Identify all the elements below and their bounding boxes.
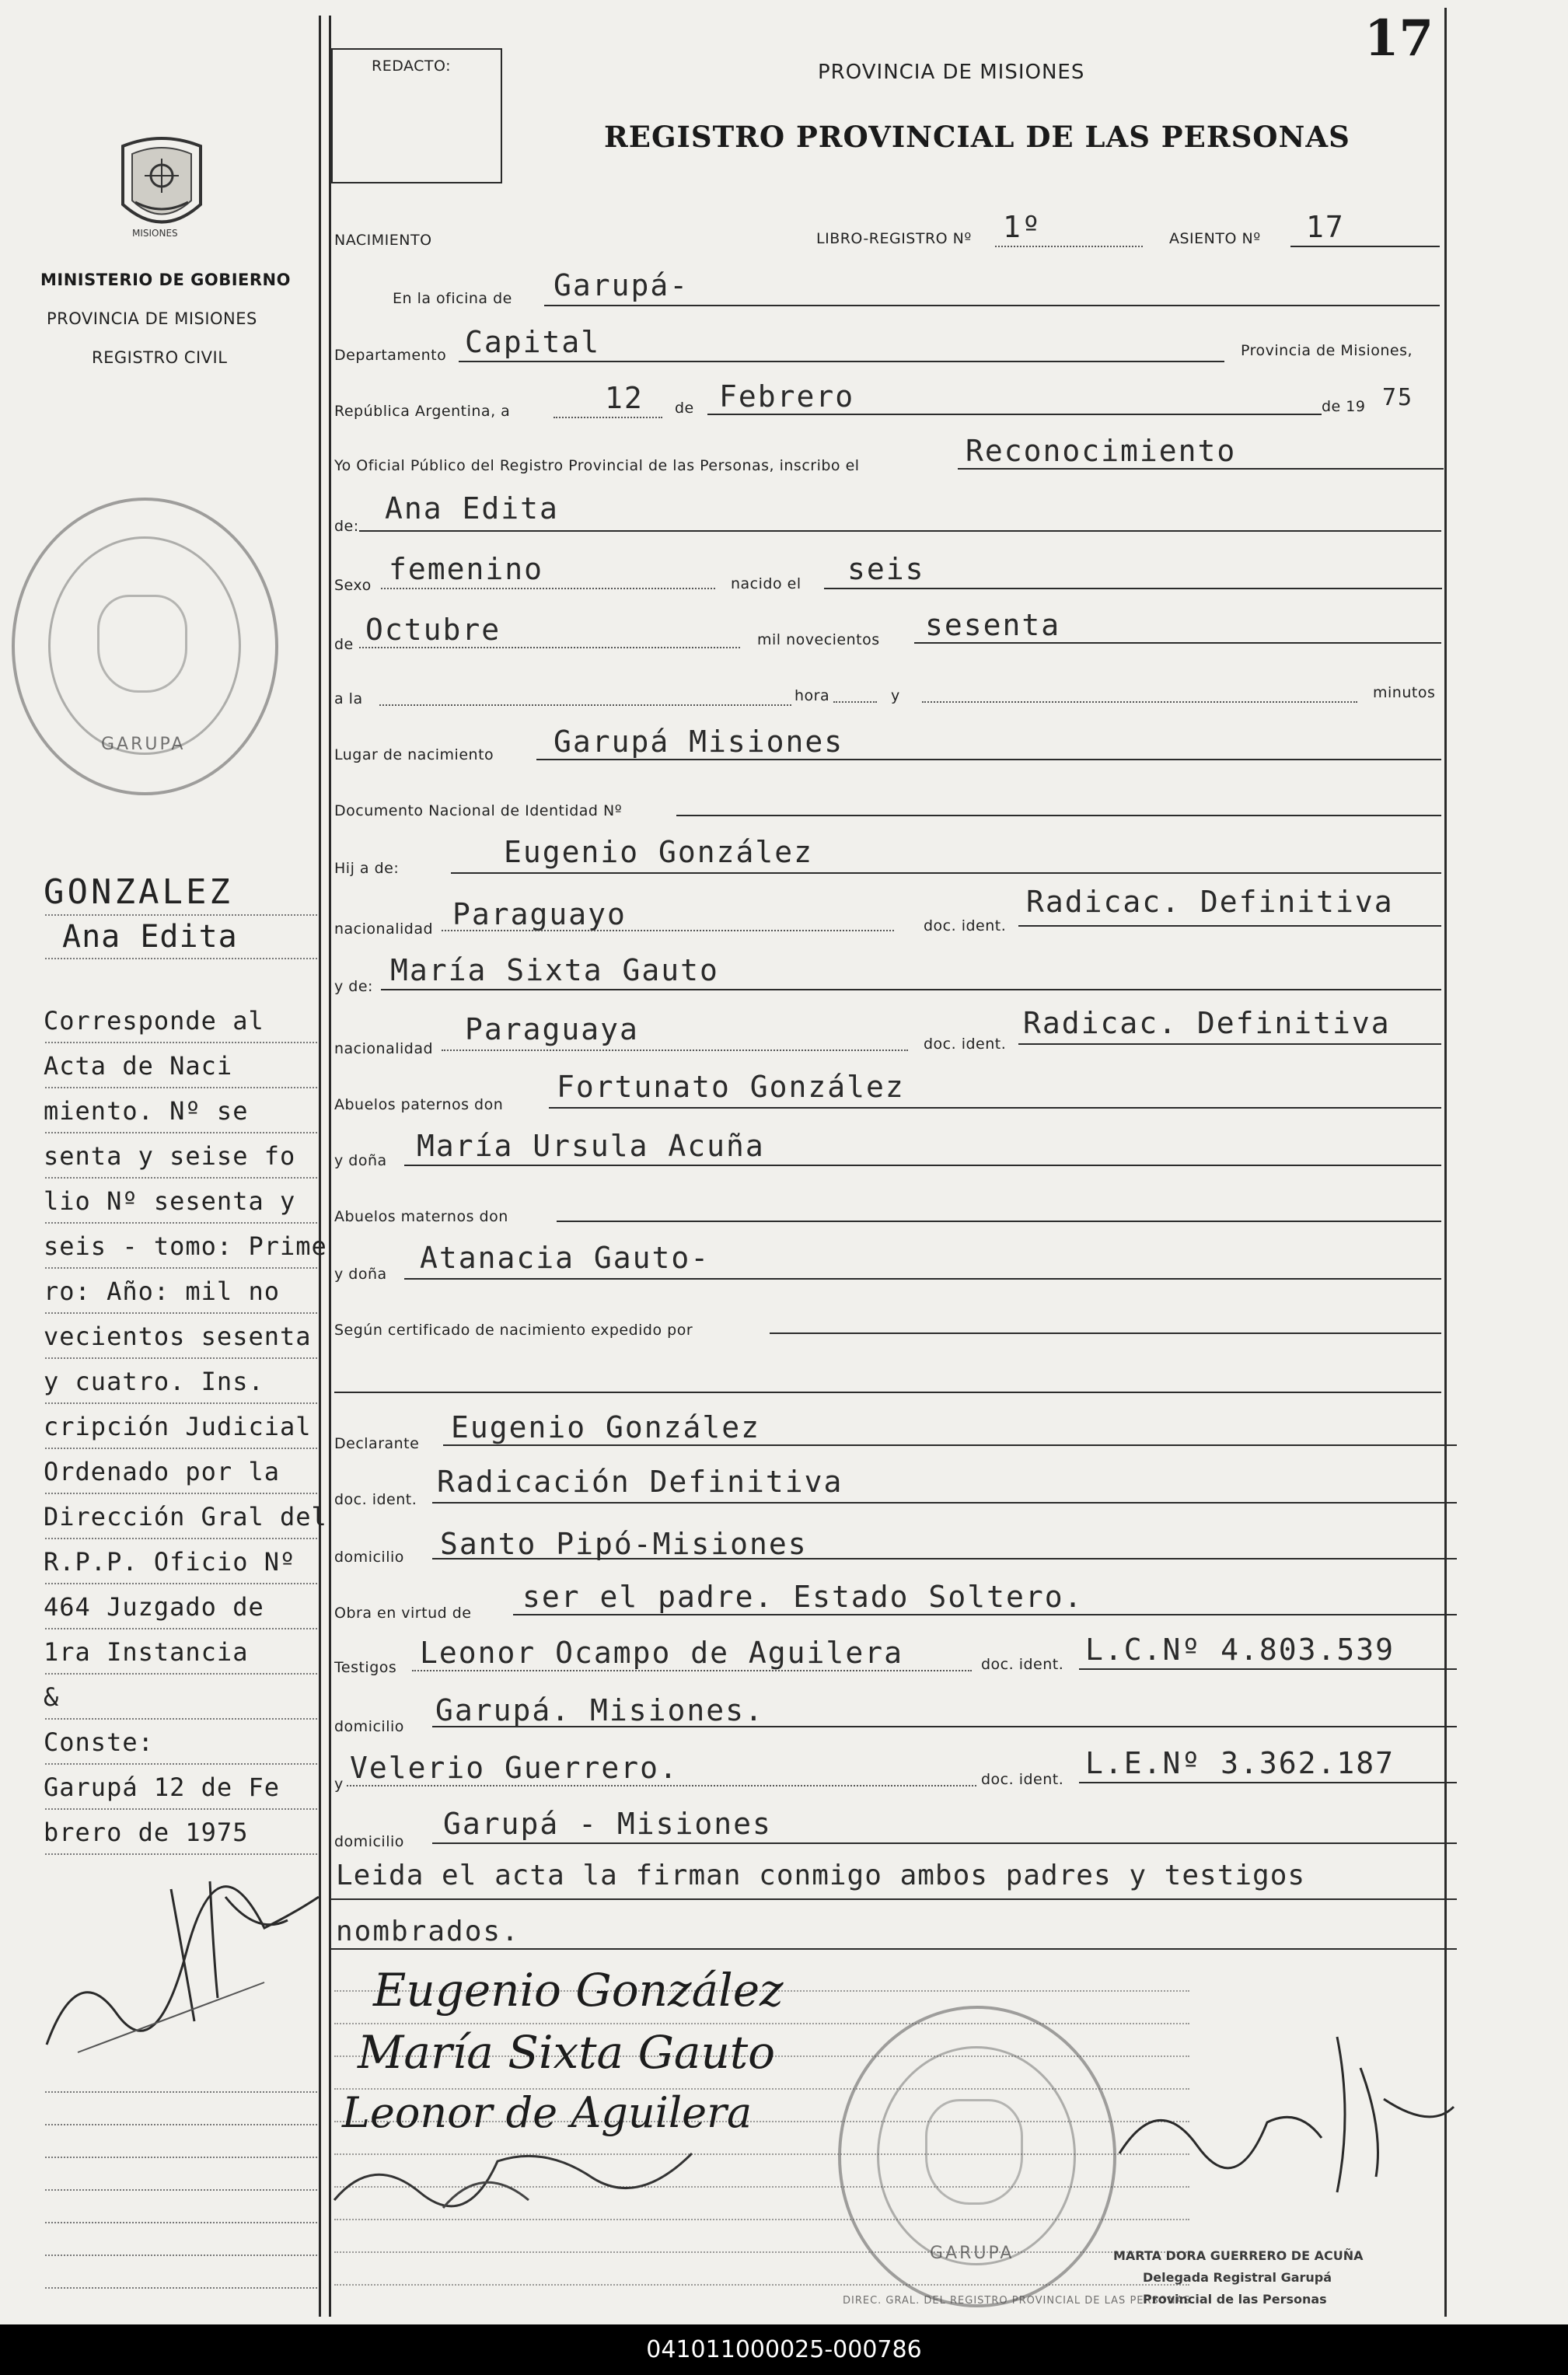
mother-value: María Sixta Gauto (390, 953, 719, 987)
oficial-label: Yo Oficial Público del Registro Provincial de las Personas, inscribo el (334, 457, 860, 474)
margin-empty-rule (45, 2255, 317, 2256)
testigo1-value: Leonor Ocampo de Aguilera (420, 1636, 903, 1670)
declarante-value: Eugenio González (451, 1410, 761, 1444)
stamp-left-center-text: GARUPA (101, 735, 186, 754)
oficina-label: En la oficina de (393, 290, 512, 307)
closing-rule-1 (331, 1898, 1457, 1900)
doc5-rule (1079, 1782, 1457, 1783)
doc5-value: L.E.Nº 3.362.187 (1085, 1746, 1395, 1780)
margin-note-line: brero de 1975 (44, 1818, 249, 1847)
margin-official-signature (31, 1866, 327, 2068)
margin-note-rule (45, 1718, 317, 1720)
signature-father: Eugenio González (373, 1964, 784, 2017)
nac1-value: Paraguayo (452, 897, 627, 931)
margin-note-rule (45, 1583, 317, 1584)
margin-note-rule (45, 1763, 317, 1765)
margin-note-rule (45, 1132, 317, 1133)
page-number: 17 (1364, 9, 1434, 68)
de-name-label: de: (334, 518, 359, 535)
form-right-border (1444, 8, 1447, 2317)
declarante-label: Declarante (334, 1435, 420, 1452)
abuelos-pat-label: Abuelos paternos don (334, 1096, 504, 1113)
inscribo-rule (958, 468, 1444, 470)
obra-rule (513, 1614, 1457, 1615)
registry-heading: REGISTRO CIVIL (92, 348, 228, 367)
lugar-label: Lugar de nacimiento (334, 746, 494, 763)
nacimiento-label: NACIMIENTO (334, 232, 432, 249)
doc3-value: Radicación Definitiva (437, 1465, 843, 1499)
margin-rule (45, 914, 317, 916)
margin-note-line: vecientos sesenta (44, 1322, 312, 1351)
day-value: 12 (605, 381, 644, 415)
provincia-suffix: Provincia de Misiones, (1241, 342, 1413, 359)
mil-label: mil novecientos (757, 631, 880, 648)
doc1-rule (1018, 925, 1441, 927)
margin-note-rule (45, 1493, 317, 1494)
sexo-value: femenino (389, 552, 544, 586)
margin-note-rule (45, 1628, 317, 1629)
doc1-value: Radicac. Definitiva (1026, 885, 1394, 919)
nacido-label: nacido el (731, 575, 801, 592)
nac2-label: nacionalidad (334, 1040, 434, 1057)
day-rule (554, 417, 662, 418)
stamp-right-emblem (925, 2099, 1023, 2205)
margin-note-line: Dirección Gral del (44, 1502, 327, 1532)
margin-note-rule (45, 1402, 317, 1404)
domicilio2-label: domicilio (334, 1718, 404, 1735)
minutos-label: minutos (1373, 684, 1436, 701)
year-label: de 19 (1322, 398, 1366, 415)
testigo2-rule (347, 1785, 976, 1786)
de-month-label: de (334, 636, 354, 653)
lugar-value: Garupá Misiones (554, 725, 844, 759)
margin-note-rule (45, 1042, 317, 1043)
margin-rule (45, 958, 317, 959)
departamento-label: Departamento (334, 347, 447, 364)
margin-note-rule (45, 1267, 317, 1269)
y-dona2-label: y doña (334, 1266, 387, 1283)
sexo-rule (381, 588, 715, 589)
nacido-rule (824, 588, 1442, 589)
dni-rule (676, 815, 1441, 816)
y-dona1-label: y doña (334, 1152, 387, 1169)
libro-rule (995, 246, 1143, 247)
mother-rule (381, 989, 1441, 990)
abuelo-pat-rule (549, 1107, 1441, 1109)
crest-emblem (107, 131, 216, 243)
signature-dotted-rule (334, 2284, 1189, 2286)
margin-note-line: 1ra Instancia (44, 1637, 249, 1667)
province-heading: PROVINCIA DE MISIONES (47, 309, 257, 328)
official-block-line-3: Provincial de las Personas (1143, 2292, 1327, 2307)
nac2-rule (442, 1050, 908, 1051)
form-left-border (329, 16, 331, 2317)
margin-note-line: ro: Año: mil no (44, 1277, 280, 1306)
margin-note-rule (45, 1808, 317, 1810)
segun-rule-2 (334, 1392, 1441, 1393)
header-province: PROVINCIA DE MISIONES (818, 61, 1085, 84)
margin-surname: GONZALEZ (44, 872, 233, 912)
nac1-label: nacionalidad (334, 920, 434, 938)
nacido-value: seis (847, 552, 925, 586)
abuela-pat-rule (404, 1165, 1441, 1166)
birth-month-value: Octubre (365, 613, 501, 647)
hora-rule-short (833, 701, 877, 703)
margin-empty-rule (45, 2124, 317, 2125)
doc3-rule (432, 1502, 1457, 1504)
abuelos-mat-label: Abuelos maternos don (334, 1208, 508, 1225)
doc4-value: L.C.Nº 4.803.539 (1085, 1633, 1395, 1667)
month-rule (707, 414, 1322, 415)
closing-line-1: Leida el acta la firman conmigo ambos padres y testigos (336, 1860, 1306, 1891)
closing-line-2: nombrados. (336, 1916, 520, 1947)
header-title: REGISTRO PROVINCIAL DE LAS PERSONAS (604, 120, 1350, 154)
stamp-left-emblem (97, 595, 187, 693)
margin-note-rule (45, 1853, 317, 1855)
doc2-rule (1018, 1043, 1441, 1045)
testigo1-rule (412, 1670, 972, 1671)
name-value: Ana Edita (385, 491, 559, 526)
domicilio2-rule (432, 1726, 1457, 1727)
domicilio3-label: domicilio (334, 1833, 404, 1850)
testigos-label: Testigos (334, 1659, 397, 1676)
margin-note-rule (45, 1357, 317, 1359)
declarante-rule (443, 1444, 1457, 1446)
dni-label: Documento Nacional de Identidad Nº (334, 802, 623, 819)
margin-note-line: lio Nº sesenta y (44, 1186, 296, 1216)
domicilio2-value: Garupá. Misiones. (435, 1693, 764, 1727)
birth-year-value: sesenta (925, 608, 1061, 642)
margin-empty-rule (45, 2189, 317, 2191)
year-value: 75 (1382, 384, 1414, 411)
margin-note-line: Conste: (44, 1727, 154, 1757)
closing-rule-2 (331, 1948, 1457, 1950)
signature-mother: María Sixta Gauto (358, 2026, 776, 2079)
de-label: de (675, 400, 694, 417)
margin-empty-rule (45, 2222, 317, 2223)
doc2-value: Radicac. Definitiva (1023, 1006, 1391, 1040)
domicilio1-label: domicilio (334, 1549, 404, 1566)
domicilio1-rule (432, 1558, 1457, 1559)
margin-given-name: Ana Edita (62, 919, 238, 955)
segun-label: Según certificado de nacimiento expedido por (334, 1322, 693, 1339)
ministry-heading: MINISTERIO DE GOBIERNO (40, 271, 291, 289)
margin-note-rule (45, 1177, 317, 1179)
republica-label: República Argentina, a (334, 403, 511, 420)
margin-empty-rule (45, 2091, 317, 2093)
lugar-rule (536, 759, 1441, 760)
father-rule (451, 872, 1441, 874)
doc2-label: doc. ident. (924, 1036, 1007, 1053)
margin-empty-rule (45, 2157, 317, 2158)
margin-note-rule (45, 1448, 317, 1449)
asiento-label: ASIENTO Nº (1169, 230, 1261, 247)
abuela-mat-rule (404, 1278, 1441, 1280)
sexo-label: Sexo (334, 577, 372, 594)
signature-official (1104, 2021, 1461, 2223)
doc3-label: doc. ident. (334, 1491, 417, 1508)
hija-label: Hij a de: (334, 860, 400, 877)
birth-month-rule (359, 647, 740, 648)
margin-note-line: 464 Juzgado de (44, 1592, 264, 1622)
crest-text: MISIONES (132, 228, 178, 239)
domicilio3-rule (432, 1842, 1457, 1844)
asiento-rule (1290, 246, 1440, 247)
margin-note-line: Ordenado por la (44, 1457, 280, 1486)
domicilio1-value: Santo Pipó-Misiones (440, 1527, 808, 1561)
margin-note-line: R.P.P. Oficio Nº (44, 1547, 296, 1577)
doc4-rule (1079, 1668, 1457, 1670)
margin-note-line: Corresponde al (44, 1006, 264, 1036)
oficina-rule (544, 305, 1440, 306)
libro-label: LIBRO-REGISTRO Nº (816, 230, 972, 247)
oficina-value: Garupá- (554, 268, 690, 302)
margin-note-line: senta y seise fo (44, 1141, 296, 1171)
official-block-line-1: MARTA DORA GUERRERO DE ACUÑA (1113, 2248, 1364, 2263)
hora-rule (379, 704, 791, 706)
margin-note-line: seis - tomo: Prime (44, 1231, 327, 1261)
margin-note-line: y cuatro. Ins. (44, 1367, 264, 1396)
inscribo-value: Reconocimiento (966, 434, 1237, 468)
doc5-label: doc. ident. (981, 1771, 1064, 1788)
margin-note-rule (45, 1312, 317, 1314)
margin-note-line: Garupá 12 de Fe (44, 1773, 280, 1802)
stamp-ring-text: DIREC. GRAL. DEL REGISTRO PROVINCIAL DE LAS PERSONAS (843, 2295, 1191, 2307)
margin-empty-rule (45, 2287, 317, 2289)
departamento-rule (459, 361, 1224, 362)
redacto-label: REDACTO: (372, 58, 452, 75)
abuelo-mat-rule (557, 1221, 1441, 1222)
y-de-label: y de: (334, 978, 373, 995)
testigo2-value: Velerio Guerrero. (350, 1751, 679, 1785)
libro-value: 1º (1003, 210, 1042, 244)
month-value: Febrero (719, 379, 855, 414)
doc1-label: doc. ident. (924, 917, 1007, 934)
signature-witness: Leonor de Aguilera (342, 2088, 753, 2137)
obra-value: ser el padre. Estado Soltero. (522, 1580, 1084, 1614)
margin-note-line: Acta de Naci (44, 1051, 233, 1081)
y-label: y (891, 687, 900, 704)
margin-note-rule (45, 1538, 317, 1539)
margin-note-rule (45, 1222, 317, 1224)
abuela-pat-value: María Ursula Acuña (417, 1129, 765, 1163)
a-la-label: a la (334, 690, 363, 707)
minutos-rule (922, 701, 1357, 703)
name-rule (359, 530, 1441, 532)
official-block-line-2: Delegada Registral Garupá (1143, 2270, 1332, 2285)
obra-label: Obra en virtud de (334, 1605, 472, 1622)
signature-dotted-rule (334, 2023, 1189, 2024)
hora-label: hora (794, 687, 830, 704)
document-id-bar: 041011000025-000786 (0, 2324, 1568, 2375)
margin-note-line: & (44, 1682, 60, 1712)
nac1-rule (442, 930, 894, 931)
father-value: Eugenio González (504, 835, 814, 869)
doc4-label: doc. ident. (981, 1656, 1064, 1673)
asiento-value: 17 (1306, 210, 1345, 244)
abuelo-pat-value: Fortunato González (557, 1070, 905, 1104)
domicilio3-value: Garupá - Misiones (443, 1807, 772, 1841)
margin-note-line: miento. Nº se (44, 1096, 249, 1126)
birth-year-rule (914, 642, 1441, 644)
margin-note-line: cripción Judicial (44, 1412, 312, 1441)
y-label2: y (334, 1776, 344, 1793)
margin-note-rule (45, 1673, 317, 1675)
stamp-right-center-text: GARUPA (930, 2244, 1014, 2263)
margin-note-rule (45, 1087, 317, 1088)
segun-rule (770, 1332, 1441, 1334)
signature-witness2-scribble (327, 2130, 700, 2223)
departamento-value: Capital (465, 325, 601, 359)
nac2-value: Paraguaya (465, 1012, 639, 1046)
abuela-mat-value: Atanacia Gauto- (420, 1241, 711, 1275)
